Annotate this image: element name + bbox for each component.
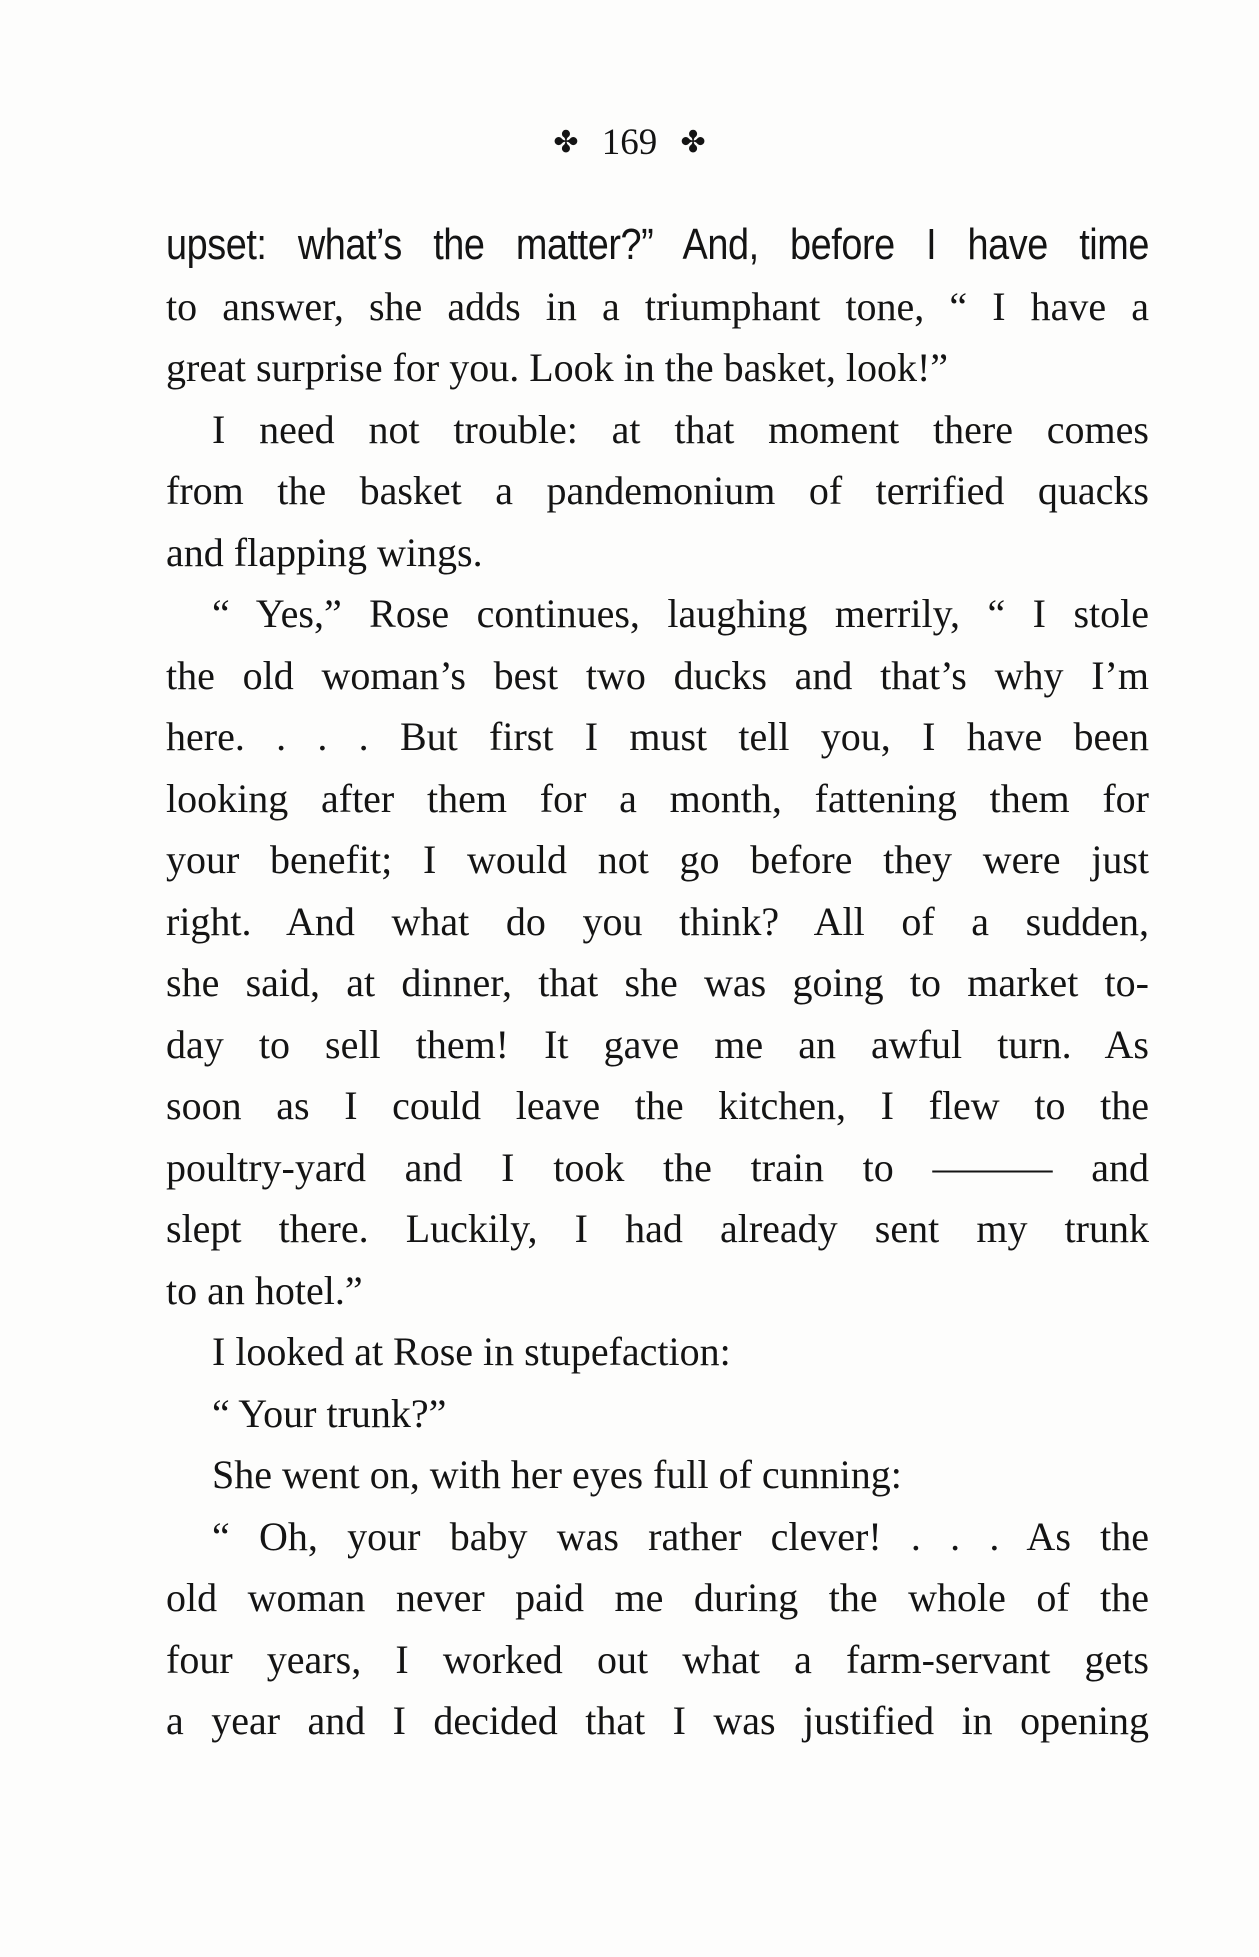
text-line: looking after them for a month, fattening them for	[166, 775, 1149, 821]
text-line: and flapping wings.	[166, 529, 483, 575]
page-number: 169	[601, 121, 658, 163]
text-line: “ Oh, your baby was rather clever! . . . As the	[212, 1513, 1149, 1559]
ornament-left-icon: ✤	[553, 125, 579, 159]
text-line: here. . . . But first I must tell you, I have been	[166, 714, 1149, 759]
text-line: day to sell them! It gave me an awful turn. As	[166, 1021, 1149, 1067]
text-line: right. And what do you think? All of a sudden,	[166, 898, 1149, 944]
text-line: soon as I could leave the kitchen, I flew to the	[166, 1083, 1149, 1128]
ornament-right-icon: ✤	[680, 125, 706, 159]
text-line: “ Yes,” Rose continues, laughing merrily, “ I stole	[212, 591, 1149, 636]
text-line: great surprise for you. Look in the basket, look!”	[166, 345, 949, 390]
text-line: slept there. Luckily, I had already sent my trunk	[166, 1206, 1149, 1251]
text-line: poultry-yard and I took the train to ——— and	[166, 1144, 1149, 1190]
text-line: upset: what’s the matter?” And, before I have time	[166, 220, 1149, 269]
text-line: your benefit; I would not go before they were just	[166, 837, 1149, 882]
text-line: She went on, with her eyes full of cunning:	[212, 1452, 902, 1497]
text-line: I need not trouble: at that moment there comes	[212, 406, 1149, 452]
text-line: I looked at Rose in stupefaction:	[212, 1329, 731, 1374]
page-header	[0, 118, 1259, 165]
text-line: to an hotel.”	[166, 1267, 363, 1313]
text-line: the old woman’s best two ducks and that’s why I’m	[166, 652, 1149, 698]
text-line: a year and I decided that I was justified in opening	[166, 1698, 1149, 1743]
text-line: from the basket a pandemonium of terrified quacks	[166, 468, 1149, 513]
text-line: four years, I worked out what a farm-servant gets	[166, 1636, 1149, 1682]
text-line: old woman never paid me during the whole of the	[166, 1575, 1149, 1620]
body-text	[166, 214, 1149, 1752]
text-line: she said, at dinner, that she was going to market to-	[166, 960, 1149, 1005]
text-line: “ Your trunk?”	[212, 1390, 447, 1436]
text-line: to answer, she adds in a triumphant tone, “ I have a	[166, 283, 1149, 329]
